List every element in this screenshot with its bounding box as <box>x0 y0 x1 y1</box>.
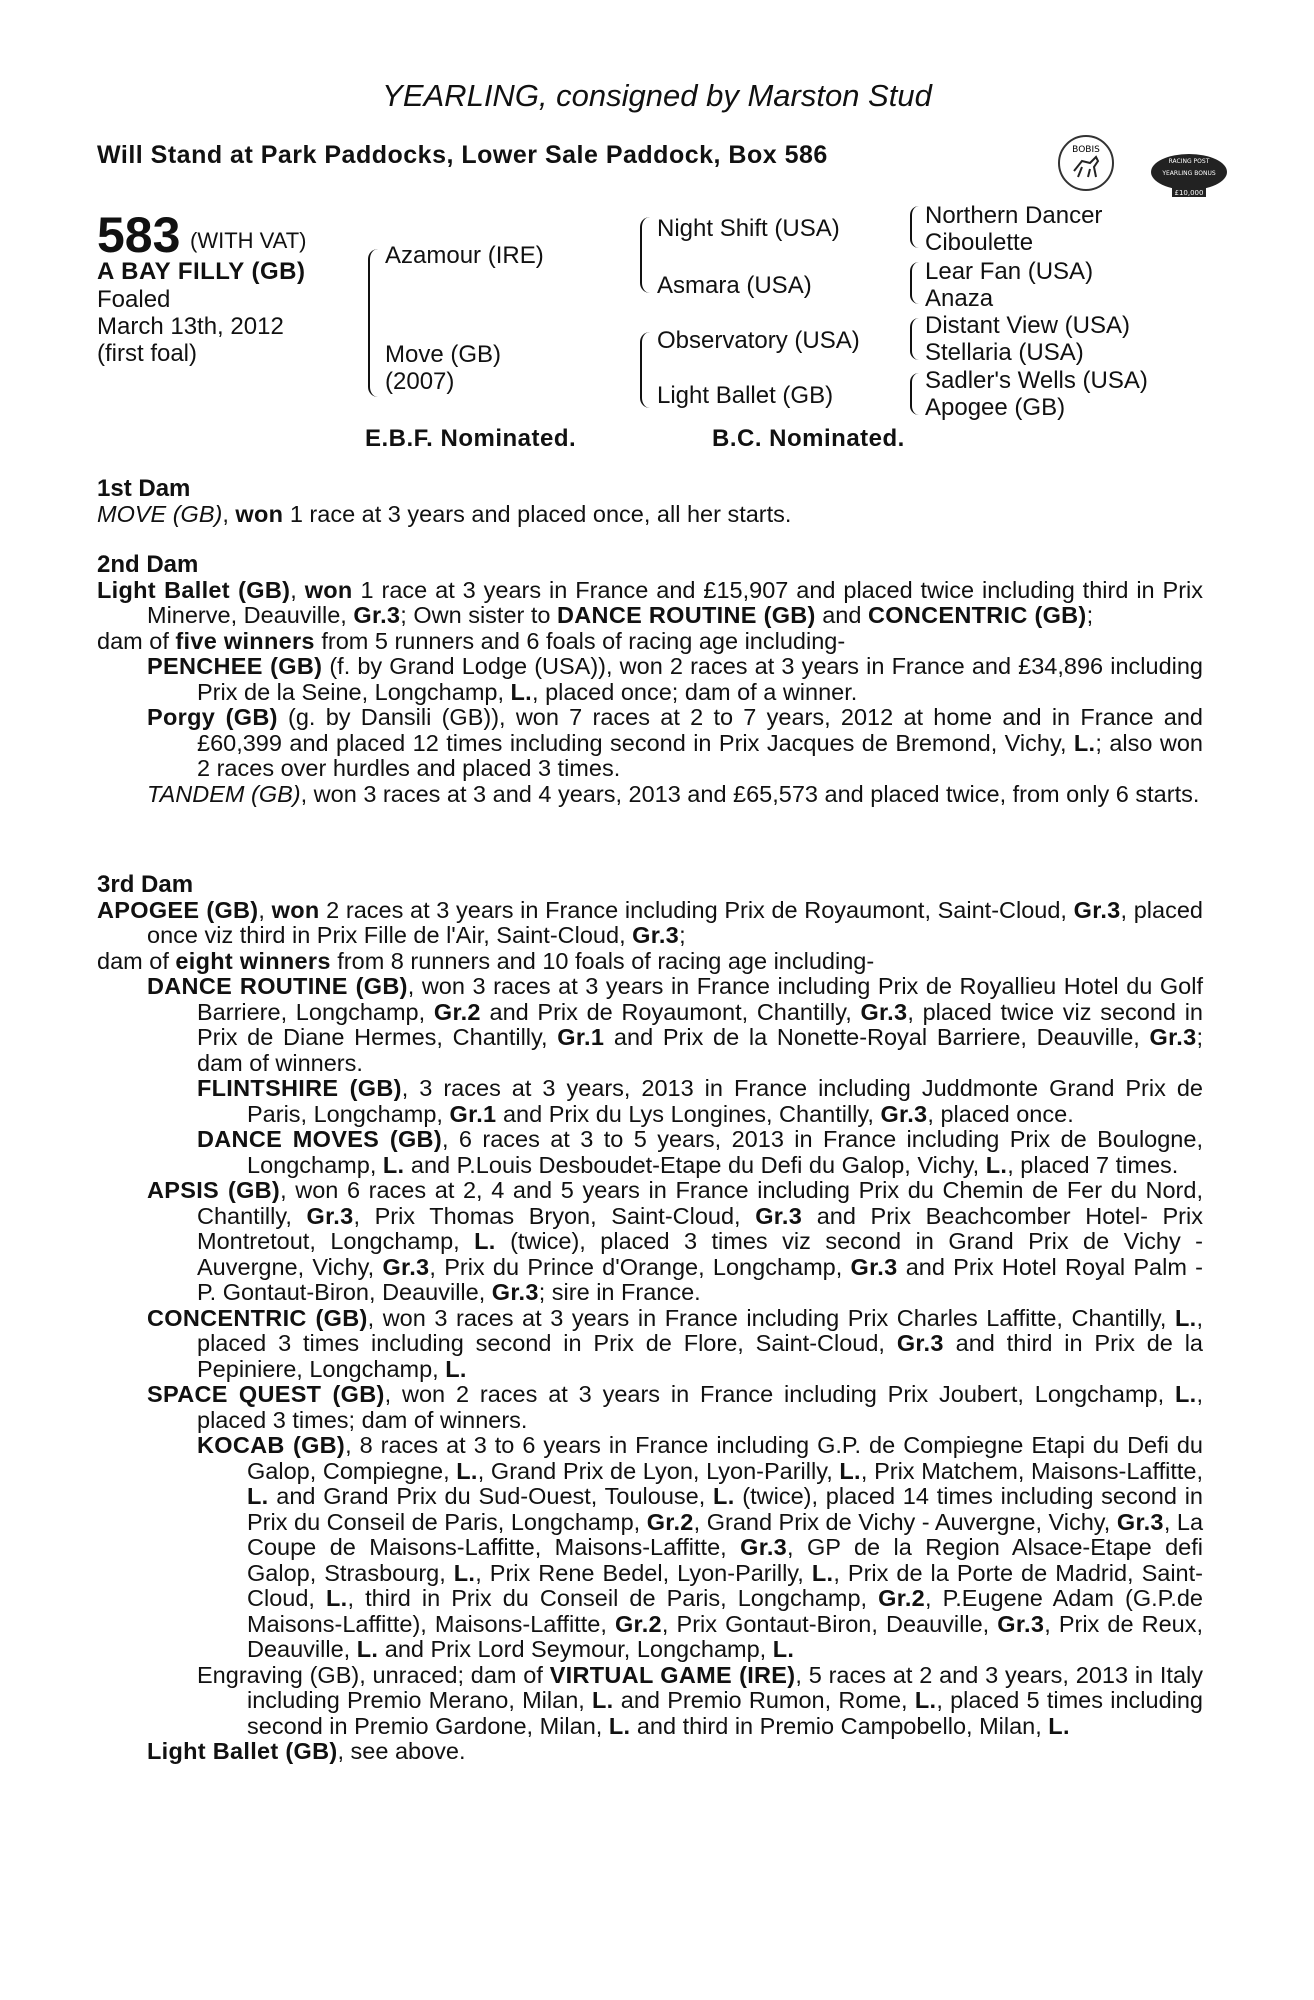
bobis-horse-icon <box>1060 137 1112 189</box>
third-dam-summary: dam of eight winners from 8 runners and 10 foals of racing age including- <box>97 947 875 974</box>
pedigree-dam-year: (2007) <box>385 368 455 395</box>
pedigree-dam-dam: Light Ballet (GB) <box>657 382 834 409</box>
third-dam-section <box>97 872 1203 1765</box>
lot-number: 583 <box>97 207 181 263</box>
g1-brace <box>910 206 919 248</box>
foal-note: (first foal) <box>97 340 198 367</box>
progeny-dance-moves: DANCE MOVES (GB), 6 races at 3 to 5 years, 2013 in France including Prix de Boulogne, Longchamp, L. and P.Louis Desboudet-Etape du Defi du Galop, Vichy, L., placed 7 times. <box>197 1126 1203 1178</box>
foaled-label: Foaled <box>97 286 171 313</box>
badge-amount-text: £10,000 <box>1174 189 1204 197</box>
pedigree-ssd: Ciboulette <box>925 229 1034 256</box>
pedigree-sire-dam: Asmara (USA) <box>657 272 812 299</box>
vat-label: (WITH VAT) <box>190 228 307 253</box>
bc-nominated: B.C. Nominated. <box>712 425 905 452</box>
progeny-apsis: APSIS (GB), won 6 races at 2, 4 and 5 years in France including Prix du Chemin de Fer du Nord, Chantilly, Gr.3, Prix Thomas Bryon, Saint-Cloud, Gr.3 and Prix Beachcomber Hotel- Prix Montretout, Longchamp, L. (twice), placed 3 times viz second in Grand Prix de Vichy - Auvergne, Vichy, Gr.3, Prix du Prince d'Orange, Longchamp, Gr.3 and Prix Hotel Royal Palm - P. Gontaut-Biron, Deauville, Gr.3; sire in France. <box>147 1177 1203 1305</box>
pedigree-dss: Distant View (USA) <box>925 312 1130 339</box>
sire-brace <box>368 249 378 397</box>
first-dam-name: MOVE (GB) <box>97 500 223 527</box>
second-dam-heading: 2nd Dam <box>97 551 199 578</box>
pedigree-sire-sire: Night Shift (USA) <box>657 215 840 242</box>
pedigree-sdd: Anaza <box>925 285 994 312</box>
first-dam-text: 1 race at 3 years and placed once, all her starts. <box>283 500 792 527</box>
g4-brace <box>910 373 919 415</box>
progeny-porgy: Porgy (GB) (g. by Dansili (GB)), won 7 races at 2 to 7 years, 2012 at home and in France and £60,399 and placed 12 times including second in Prix Jacques de Bremond, Vichy, L.; also won 2 races over hurdles and placed 3 times. <box>147 704 1203 781</box>
third-dam-heading: 3rd Dam <box>97 871 194 898</box>
foaled-date: March 13th, 2012 <box>97 313 284 340</box>
progeny-concentric: CONCENTRIC (GB), won 3 races at 3 years in France including Prix Charles Laffitte, Chantilly, L., placed 3 times including second in Prix de Flore, Saint-Cloud, Gr.3 and third in Prix de la Pepiniere, Longchamp, L. <box>147 1304 1203 1382</box>
g3-brace <box>910 318 919 360</box>
progeny-tandem: TANDEM (GB), won 3 races at 3 and 4 years, 2013 and £65,573 and placed twice, from only 6 starts. <box>147 780 1200 807</box>
progeny-space-quest: SPACE QUEST (GB), won 2 races at 3 years in France including Prix Joubert, Longchamp, L., placed 3 times; dam of winners. <box>147 1381 1203 1433</box>
ebf-nominated: E.B.F. Nominated. <box>365 425 577 452</box>
progeny-flintshire: FLINTSHIRE (GB), 3 races at 3 years, 2013 in France including Juddmonte Grand Prix de Paris, Longchamp, Gr.1 and Prix du Lys Longines, Chantilly, Gr.3, placed once. <box>197 1075 1203 1127</box>
pedigree-sss: Northern Dancer <box>925 202 1103 229</box>
racing-post-bonus-badge <box>1150 148 1228 198</box>
first-dam-record: MOVE (GB), won 1 race at 3 years and placed once, all her starts. <box>97 500 792 527</box>
first-dam-heading: 1st Dam <box>97 475 191 502</box>
g2-brace <box>910 262 919 304</box>
first-dam-section <box>97 476 1203 527</box>
sire-line-brace <box>640 217 650 293</box>
progeny-light-ballet: Light Ballet (GB), see above. <box>147 1738 466 1764</box>
pedigree-dam: Move (GB) <box>385 341 502 368</box>
pedigree-dds: Sadler's Wells (USA) <box>925 367 1148 394</box>
second-dam-record: Light Ballet (GB), won 1 race at 3 years in France and £15,907 and placed twice including third in Prix Minerve, Deauville, Gr.3; Own sister to DANCE ROUTINE (GB) and CONCENTRIC (GB); <box>97 576 1203 628</box>
progeny-engraving: Engraving (GB), unraced; dam of VIRTUAL GAME (IRE), 5 races at 2 and 3 years, 2013 in Italy including Premio Merano, Milan, L. and Premio Rumon, Rome, L., placed 5 times including second in Premio Gardone, Milan, L. and third in Premio Campobello, Milan, L. <box>197 1661 1203 1739</box>
pedigree-dsd: Stellaria (USA) <box>925 339 1084 366</box>
progeny-kocab: KOCAB (GB), 8 races at 3 to 6 years in France including G.P. de Compiegne Etapi du Defi du Galop, Compiegne, L., Grand Prix de Lyon, Lyon-Parilly, L., Prix Matchem, Maisons-Laffitte, L. and Grand Prix du Sud-Ouest, Toulouse, L. (twice), placed 14 times including second in Prix du Conseil de Paris, Longchamp, Gr.2, Grand Prix de Vichy - Auvergne, Vichy, Gr.3, La Coupe de Maisons-Laffitte, Maisons-Laffitte, Gr.3, GP de la Region Alsace-Etape defi Galop, Strasbourg, L., Prix Rene Bedel, Lyon-Parilly, L., Prix de la Porte de Madrid, Saint-Cloud, L., third in Prix du Conseil de Paris, Longchamp, Gr.2, P.Eugene Adam (G.P.de Maisons-Laffitte), Maisons-Laffitte, Gr.2, Prix Gontaut-Biron, Deauville, Gr.3, Prix de Reux, Deauville, L. and Prix Lord Seymour, Longchamp, L. <box>197 1432 1204 1662</box>
pedigree-sds: Lear Fan (USA) <box>925 258 1094 285</box>
pedigree-dam-sire: Observatory (USA) <box>657 327 860 354</box>
stand-location: Will Stand at Park Paddocks, Lower Sale Paddock, Box 586 <box>97 141 828 169</box>
dam-line-brace <box>640 332 650 408</box>
pedigree-ddd: Apogee (GB) <box>925 394 1066 421</box>
progeny-dance-routine: DANCE ROUTINE (GB), won 3 races at 3 years in France including Prix de Royallieu Hotel du Golf Barriere, Longchamp, Gr.2 and Prix de Royaumont, Chantilly, Gr.3, placed twice viz second in Prix de Diane Hermes, Chantilly, Gr.1 and Prix de la Nonette-Royal Barriere, Deauville, Gr.3; dam of winners. <box>147 973 1204 1076</box>
page-title: YEARLING, consigned by Marston Stud <box>382 78 932 113</box>
second-dam-summary: dam of five winners from 5 runners and 6 foals of racing age including- <box>97 627 846 654</box>
horse-name: A BAY FILLY (GB) <box>97 258 306 285</box>
third-dam-record: APOGEE (GB), won 2 races at 3 years in France including Prix de Royaumont, Saint-Cloud, Gr.3, placed once viz third in Prix Fille de l'Air, Saint-Cloud, Gr.3; <box>97 896 1203 948</box>
badge-mid-text: YEARLING BONUS <box>1162 170 1216 177</box>
first-dam-won: won <box>235 500 284 527</box>
bobis-logo <box>1058 135 1114 191</box>
second-dam-section <box>97 552 1203 807</box>
progeny-penchee: PENCHEE (GB) (f. by Grand Lodge (USA)), won 2 races at 3 years in France and £34,896 including Prix de la Seine, Longchamp, L., placed once; dam of a winner. <box>147 653 1203 705</box>
bobis-text: BOBIS <box>1072 145 1100 155</box>
pedigree-sire: Azamour (IRE) <box>385 242 544 269</box>
badge-top-text: RACING POST <box>1168 158 1210 165</box>
